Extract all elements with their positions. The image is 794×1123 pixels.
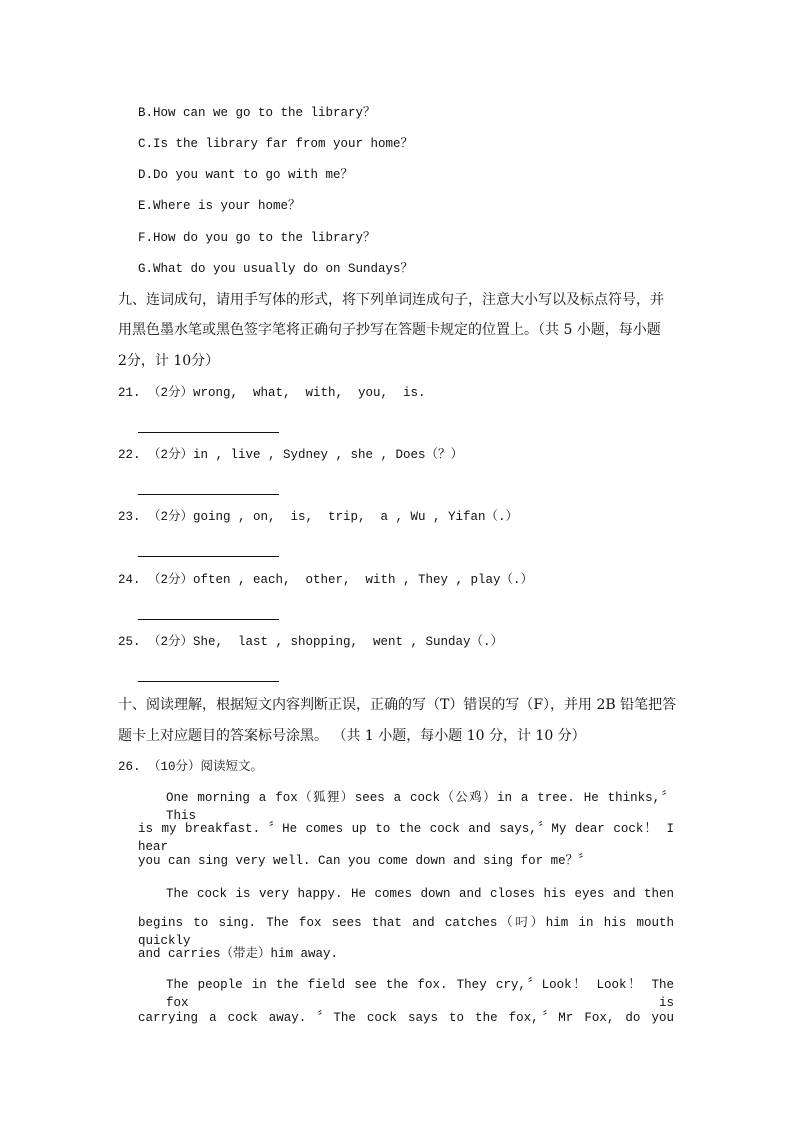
question-21: 21. （2分）wrong, what, with, you, is.	[118, 386, 426, 400]
answer-line-25[interactable]	[138, 681, 279, 682]
passage-p2-line3: and carries（带走）him away.	[138, 947, 339, 961]
passage-p1-line1: One morning a fox（狐狸）sees a cock（公鸡）in a tree. He thinks,〞This	[166, 791, 674, 823]
answer-line-23[interactable]	[138, 556, 279, 557]
answer-line-24[interactable]	[138, 619, 279, 620]
question-26: 26. （10分）阅读短文。	[118, 760, 264, 774]
option-g: G.What do you usually do on Sundays？	[138, 262, 414, 276]
option-e: E.Where is your home？	[138, 199, 301, 213]
answer-line-22[interactable]	[138, 494, 279, 495]
passage-p3-line2: carrying a cock away. 〞The cock says to the fox,〞Mr Fox, do you	[138, 1011, 674, 1025]
section9-heading-line2: 用黑色墨水笔或黑色签字笔将正确句子抄写在答题卡规定的位置上。（共 5 小题，每小题	[118, 322, 661, 338]
passage-p2-line1: The cock is very happy. He comes down and closes his eyes and then	[166, 887, 674, 901]
option-c: C.Is the library far from your home？	[138, 137, 414, 151]
option-b: B.How can we go to the library？	[138, 106, 376, 120]
passage-p1-line2: is my breakfast. 〞He comes up to the cock and says,〞My dear cock！ I hear	[138, 822, 674, 854]
option-d: D.Do you want to go with me？	[138, 168, 354, 182]
passage-p2-line2: begins to sing. The fox sees that and catches（叼）him in his mouth quickly	[138, 916, 674, 948]
question-25: 25. （2分）She, last , shopping, went , Sunday（.）	[118, 635, 504, 649]
question-22: 22. （2分）in , live , Sydney , she , Does（？）	[118, 448, 464, 462]
passage-p1-line3: you can sing very well. Can you come down and sing for me？〞	[138, 854, 591, 868]
section10-heading-line1: 十、阅读理解，根据短文内容判断正误，正确的写（T）错误的写（F），并用 2B 铅笔把答	[118, 697, 677, 713]
answer-line-21[interactable]	[138, 432, 279, 433]
option-f: F.How do you go to the library？	[138, 231, 376, 245]
question-23: 23. （2分）going , on, is, trip, a , Wu , Yifan（.）	[118, 510, 519, 524]
passage-p3-line1: The people in the field see the fox. They cry,〞Look！ Look！ The fox is	[166, 978, 674, 1010]
question-24: 24. （2分）often , each, other, with , They , play（.）	[118, 573, 534, 587]
section9-heading-line3: 2分，计 10分）	[118, 353, 220, 369]
section9-heading-line1: 九、连词成句，请用手写体的形式，将下列单词连成句子，注意大小写以及标点符号，并	[118, 292, 664, 308]
section10-heading-line2: 题卡上对应题目的答案标号涂黑。 （共 1 小题，每小题 10 分，计 10 分）	[118, 728, 586, 744]
